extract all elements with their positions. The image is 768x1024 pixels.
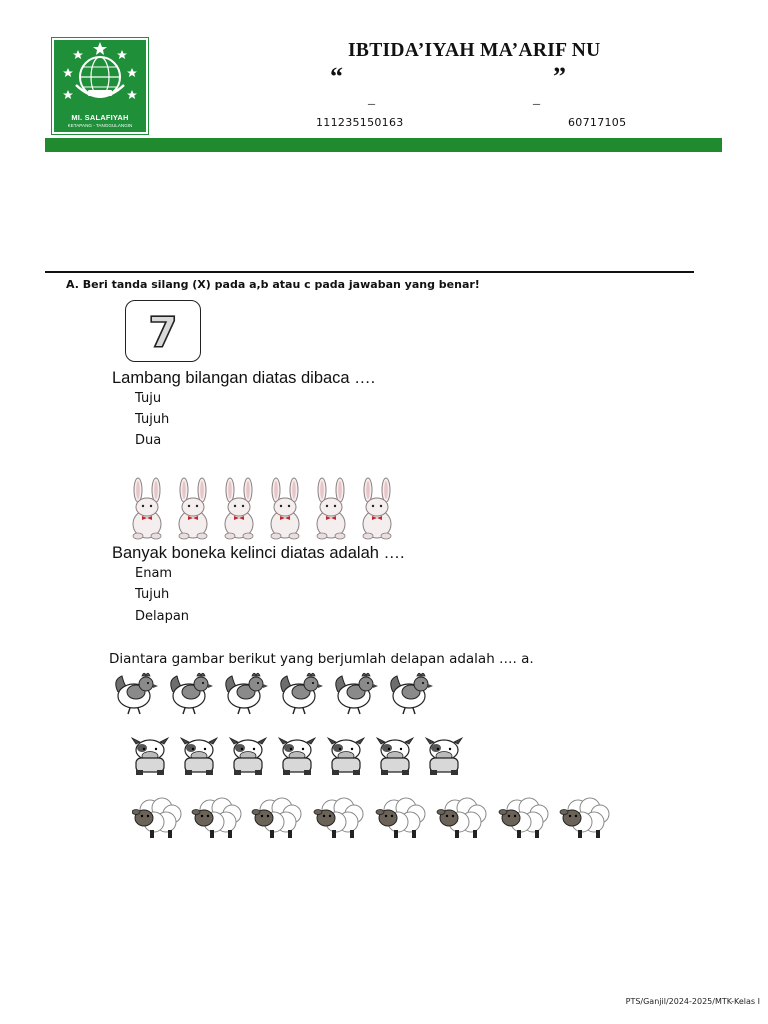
chicken-icon	[171, 673, 213, 714]
question-1-option-b[interactable]: Tujuh	[135, 412, 170, 427]
number-image-box	[125, 300, 201, 362]
question-3-prompt: Diantara gambar berikut yang berjumlah delapan adalah …. a.	[109, 651, 534, 667]
chicken-icon	[336, 673, 378, 714]
header-green-bar	[45, 138, 722, 152]
bunny-doll-icon	[133, 478, 161, 539]
school-title: IBTIDA’IYAH MA’ARIF NU	[348, 40, 601, 61]
sheep-icon	[252, 798, 301, 838]
bunny-doll-icon	[317, 478, 345, 539]
page-footer: PTS/Ganjil/2024-2025/MTK-Kelas I	[625, 997, 760, 1006]
bunny-row	[128, 476, 398, 542]
cow-icon	[132, 738, 168, 775]
quote-close: ”	[553, 62, 566, 91]
dash-right: _	[533, 92, 540, 107]
sheep-icon	[314, 798, 363, 838]
logo-text: MI. SALAFIYAH	[71, 113, 129, 122]
question-2-option-c[interactable]: Delapan	[135, 609, 190, 624]
cow-row-image	[130, 736, 475, 778]
logo-subtext: KETAPANG - TANGGULANGIN	[67, 123, 133, 128]
dash-left: _	[368, 92, 375, 107]
question-2-option-b[interactable]: Tujuh	[135, 587, 170, 602]
bunny-row-image	[128, 476, 398, 542]
question-1-option-a[interactable]: Tuju	[135, 391, 162, 406]
school-logo	[52, 38, 148, 134]
cow-icon	[426, 738, 462, 775]
bunny-doll-icon	[271, 478, 299, 539]
bunny-doll-icon	[225, 478, 253, 539]
cow-icon	[279, 738, 315, 775]
chicken-row[interactable]	[110, 670, 440, 720]
divider-line	[45, 271, 694, 273]
cow-row[interactable]	[130, 736, 475, 778]
bunny-doll-icon	[363, 478, 391, 539]
number-right: 60717105	[568, 116, 627, 129]
cow-icon	[377, 738, 413, 775]
sheep-icon	[132, 798, 181, 838]
number-left: 111235150163	[316, 116, 404, 129]
sheep-icon	[192, 798, 241, 838]
quote-open: “	[330, 62, 343, 91]
sheep-icon	[376, 798, 425, 838]
chicken-icon	[226, 673, 268, 714]
question-1-option-c[interactable]: Dua	[135, 433, 162, 448]
cow-icon	[181, 738, 217, 775]
chicken-row-image	[110, 670, 440, 720]
chicken-icon	[116, 673, 158, 714]
question-2-prompt: Banyak boneka kelinci diatas adalah ….	[112, 544, 405, 562]
sheep-icon	[437, 798, 486, 838]
chicken-icon	[391, 673, 433, 714]
sheep-icon	[499, 798, 548, 838]
section-instruction: A. Beri tanda silang (X) pada a,b atau c pada jawaban yang benar!	[66, 278, 480, 291]
chicken-icon	[281, 673, 323, 714]
sheep-row-image	[132, 796, 622, 842]
number-seven-icon	[144, 309, 182, 353]
number-seven-text: 7	[148, 309, 178, 353]
question-1-prompt: Lambang bilangan diatas dibaca ….	[112, 369, 376, 387]
question-2-option-a[interactable]: Enam	[135, 566, 173, 581]
sheep-icon	[560, 798, 609, 838]
cow-icon	[230, 738, 266, 775]
bunny-doll-icon	[179, 478, 207, 539]
sheep-row[interactable]	[132, 796, 622, 842]
cow-icon	[328, 738, 364, 775]
